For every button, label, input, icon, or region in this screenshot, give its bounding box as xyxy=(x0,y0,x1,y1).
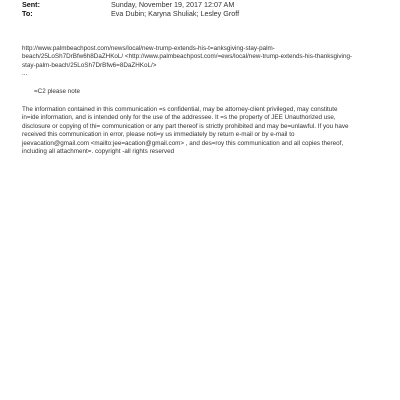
disclaimer-line: disclosure or copying of thi= communication or any part thereof is strictly prohibited and may be=unlawful. If you have xyxy=(22,122,349,130)
ellipsis-line: ... xyxy=(22,70,28,78)
link-line[interactable]: beach/25LoSh7DrBfw6h8DaZHKoL/ <http://www.palmbeachpost.com/=ews/local/new-trump-extends-his-thanksgiving- xyxy=(22,53,353,61)
disclaimer-line: jeevacation@gmail.com <mailto:jee=acation@gmail.com> , and des=roy this communication and all copies thereof, xyxy=(22,139,344,147)
to-label: To: xyxy=(22,9,33,18)
disclaimer-line: in=ide information, and is intended only for the use of the addressee. It =s the property of JEE Unauthorized use, xyxy=(22,114,336,122)
disclaimer-line: received this communication in error, please noti=y us immediately by return e-mail or by e-mail to xyxy=(22,131,295,139)
disclaimer-line: The information contained in this communication =s confidential, may be attorney-client privileged, may constitute xyxy=(22,106,338,113)
link-line[interactable]: http://www.palmbeachpost.com/news/local/new-trump-extends-his-t=anksgiving-stay-palm- xyxy=(22,45,275,52)
disclaimer-line: including all attachment=. copyright -all rights reserved xyxy=(22,148,175,156)
link-line[interactable]: stay-palm-beach/25LoSh7DrBfw6=8DaZHKoL/> xyxy=(22,61,157,69)
sent-row xyxy=(22,0,234,9)
note-paragraph xyxy=(34,88,394,96)
note-text: =C2 please note xyxy=(34,88,81,95)
to-row xyxy=(22,9,239,18)
to-value: Eva Dubin; Karyna Shuliak; Lesley Groff xyxy=(111,9,240,18)
link-paragraph xyxy=(22,45,382,79)
sent-label: Sent: xyxy=(22,0,40,9)
disclaimer-paragraph xyxy=(22,106,382,156)
sent-value: Sunday, November 19, 2017 12:07 AM xyxy=(111,0,235,9)
